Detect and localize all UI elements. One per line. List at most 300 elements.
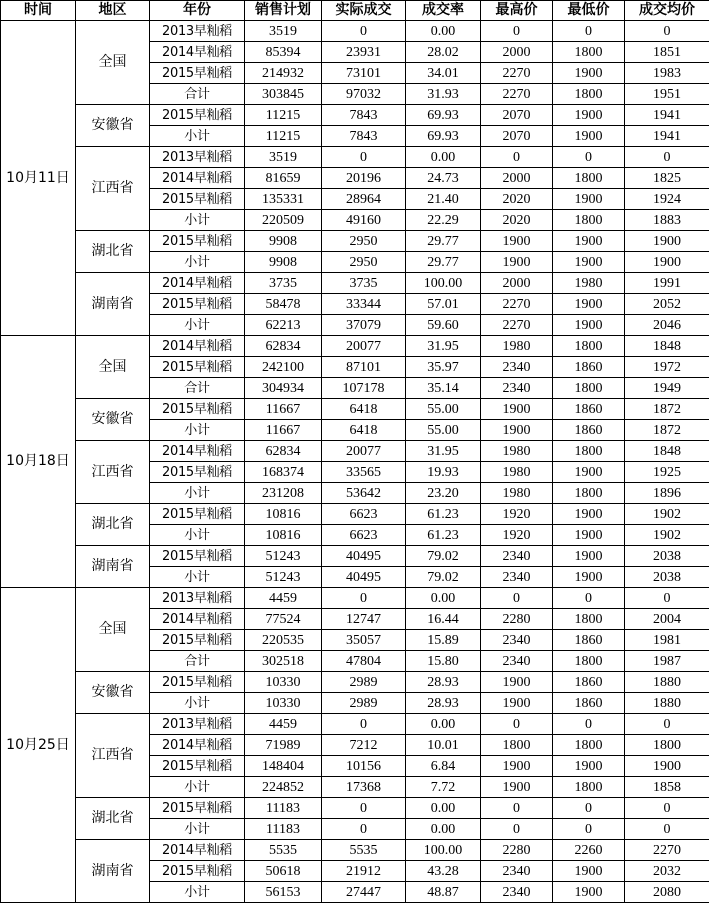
year-cell: 2014早籼稻	[150, 735, 245, 756]
lowest-price-cell: 1900	[553, 105, 625, 126]
deal-rate-cell: 100.00	[406, 840, 481, 861]
highest-price-cell: 1920	[481, 504, 553, 525]
lowest-price-cell: 1800	[553, 441, 625, 462]
lowest-price-cell: 0	[553, 714, 625, 735]
lowest-price-cell: 1800	[553, 651, 625, 672]
highest-price-cell: 2340	[481, 567, 553, 588]
average-price-cell: 2032	[625, 861, 709, 882]
lowest-price-cell: 1900	[553, 882, 625, 903]
deal-rate-cell: 29.77	[406, 252, 481, 273]
highest-price-cell: 0	[481, 819, 553, 840]
lowest-price-cell: 1900	[553, 189, 625, 210]
highest-price-cell: 1980	[481, 441, 553, 462]
lowest-price-cell: 1800	[553, 735, 625, 756]
actual-deal-cell: 27447	[322, 882, 406, 903]
year-cell: 2015早籼稻	[150, 504, 245, 525]
header-actual-deal: 实际成交	[322, 1, 406, 21]
lowest-price-cell: 1900	[553, 504, 625, 525]
year-cell: 2015早籼稻	[150, 672, 245, 693]
sales-plan-cell: 85394	[245, 42, 322, 63]
actual-deal-cell: 5535	[322, 840, 406, 861]
actual-deal-cell: 107178	[322, 378, 406, 399]
sales-plan-cell: 135331	[245, 189, 322, 210]
sales-plan-cell: 10816	[245, 504, 322, 525]
highest-price-cell: 0	[481, 588, 553, 609]
sales-plan-cell: 10816	[245, 525, 322, 546]
deal-rate-cell: 57.01	[406, 294, 481, 315]
date-cell: 10月11日	[1, 21, 76, 336]
average-price-cell: 1848	[625, 336, 709, 357]
actual-deal-cell: 33565	[322, 462, 406, 483]
year-cell: 小计	[150, 777, 245, 798]
average-price-cell: 1991	[625, 273, 709, 294]
year-cell: 小计	[150, 126, 245, 147]
highest-price-cell: 2340	[481, 861, 553, 882]
deal-rate-cell: 59.60	[406, 315, 481, 336]
highest-price-cell: 2270	[481, 63, 553, 84]
average-price-cell: 1880	[625, 693, 709, 714]
table-row	[1, 231, 709, 252]
table-row	[1, 105, 709, 126]
sales-plan-cell: 11667	[245, 399, 322, 420]
average-price-cell: 1858	[625, 777, 709, 798]
actual-deal-cell: 20196	[322, 168, 406, 189]
deal-rate-cell: 61.23	[406, 504, 481, 525]
deal-rate-cell: 28.93	[406, 672, 481, 693]
region-cell: 江西省	[76, 714, 150, 798]
highest-price-cell: 1980	[481, 336, 553, 357]
sales-plan-cell: 56153	[245, 882, 322, 903]
average-price-cell: 2270	[625, 840, 709, 861]
deal-rate-cell: 28.93	[406, 693, 481, 714]
actual-deal-cell: 40495	[322, 546, 406, 567]
actual-deal-cell: 37079	[322, 315, 406, 336]
lowest-price-cell: 2260	[553, 840, 625, 861]
year-cell: 2015早籼稻	[150, 861, 245, 882]
actual-deal-cell: 0	[322, 588, 406, 609]
actual-deal-cell: 7843	[322, 126, 406, 147]
average-price-cell: 1900	[625, 252, 709, 273]
sales-plan-cell: 11215	[245, 126, 322, 147]
average-price-cell: 1902	[625, 525, 709, 546]
year-cell: 合计	[150, 378, 245, 399]
deal-rate-cell: 0.00	[406, 798, 481, 819]
highest-price-cell: 2270	[481, 84, 553, 105]
lowest-price-cell: 0	[553, 798, 625, 819]
deal-rate-cell: 48.87	[406, 882, 481, 903]
highest-price-cell: 1900	[481, 252, 553, 273]
highest-price-cell: 1900	[481, 693, 553, 714]
average-price-cell: 1941	[625, 105, 709, 126]
sales-plan-cell: 3519	[245, 147, 322, 168]
year-cell: 2015早籼稻	[150, 357, 245, 378]
average-price-cell: 0	[625, 588, 709, 609]
table-row	[1, 546, 709, 567]
lowest-price-cell: 1800	[553, 777, 625, 798]
sales-plan-cell: 3519	[245, 21, 322, 42]
average-price-cell: 1900	[625, 231, 709, 252]
lowest-price-cell: 1860	[553, 399, 625, 420]
lowest-price-cell: 0	[553, 819, 625, 840]
lowest-price-cell: 1900	[553, 525, 625, 546]
highest-price-cell: 2270	[481, 315, 553, 336]
average-price-cell: 1987	[625, 651, 709, 672]
sales-plan-cell: 231208	[245, 483, 322, 504]
sales-plan-cell: 10330	[245, 693, 322, 714]
deal-rate-cell: 35.97	[406, 357, 481, 378]
lowest-price-cell: 0	[553, 588, 625, 609]
year-cell: 2015早籼稻	[150, 189, 245, 210]
region-cell: 安徽省	[76, 672, 150, 714]
lowest-price-cell: 1900	[553, 126, 625, 147]
header-sales-plan: 销售计划	[245, 1, 322, 21]
deal-rate-cell: 0.00	[406, 21, 481, 42]
sales-plan-cell: 9908	[245, 231, 322, 252]
header-average-price: 成交均价	[625, 1, 709, 21]
average-price-cell: 1883	[625, 210, 709, 231]
date-cell: 10月25日	[1, 588, 76, 903]
deal-rate-cell: 19.93	[406, 462, 481, 483]
average-price-cell: 1896	[625, 483, 709, 504]
sales-plan-cell: 62213	[245, 315, 322, 336]
actual-deal-cell: 3735	[322, 273, 406, 294]
header-year: 年份	[150, 1, 245, 21]
lowest-price-cell: 1800	[553, 84, 625, 105]
deal-rate-cell: 22.29	[406, 210, 481, 231]
year-cell: 2014早籼稻	[150, 609, 245, 630]
average-price-cell: 0	[625, 819, 709, 840]
deal-rate-cell: 0.00	[406, 819, 481, 840]
average-price-cell: 1800	[625, 735, 709, 756]
average-price-cell: 1872	[625, 420, 709, 441]
year-cell: 2014早籼稻	[150, 840, 245, 861]
deal-rate-cell: 55.00	[406, 399, 481, 420]
deal-rate-cell: 15.89	[406, 630, 481, 651]
sales-plan-cell: 71989	[245, 735, 322, 756]
year-cell: 2013早籼稻	[150, 714, 245, 735]
deal-rate-cell: 24.73	[406, 168, 481, 189]
sales-plan-cell: 62834	[245, 336, 322, 357]
average-price-cell: 1925	[625, 462, 709, 483]
highest-price-cell: 2020	[481, 210, 553, 231]
table-row	[1, 147, 709, 168]
actual-deal-cell: 7212	[322, 735, 406, 756]
lowest-price-cell: 1860	[553, 672, 625, 693]
lowest-price-cell: 1860	[553, 693, 625, 714]
sales-plan-cell: 51243	[245, 567, 322, 588]
highest-price-cell: 1980	[481, 462, 553, 483]
year-cell: 2014早籼稻	[150, 273, 245, 294]
sales-plan-cell: 50618	[245, 861, 322, 882]
actual-deal-cell: 35057	[322, 630, 406, 651]
deal-rate-cell: 69.93	[406, 126, 481, 147]
region-cell: 全国	[76, 336, 150, 399]
sales-plan-cell: 81659	[245, 168, 322, 189]
highest-price-cell: 2280	[481, 609, 553, 630]
highest-price-cell: 0	[481, 147, 553, 168]
year-cell: 2015早籼稻	[150, 294, 245, 315]
year-cell: 合计	[150, 84, 245, 105]
region-cell: 安徽省	[76, 399, 150, 441]
deal-rate-cell: 79.02	[406, 567, 481, 588]
lowest-price-cell: 1900	[553, 294, 625, 315]
highest-price-cell: 0	[481, 798, 553, 819]
deal-rate-cell: 23.20	[406, 483, 481, 504]
header-row	[1, 1, 709, 21]
year-cell: 2015早籼稻	[150, 630, 245, 651]
deal-rate-cell: 34.01	[406, 63, 481, 84]
highest-price-cell: 2270	[481, 294, 553, 315]
average-price-cell: 0	[625, 798, 709, 819]
sales-plan-cell: 220509	[245, 210, 322, 231]
table-row	[1, 399, 709, 420]
actual-deal-cell: 21912	[322, 861, 406, 882]
year-cell: 2014早籼稻	[150, 42, 245, 63]
lowest-price-cell: 1900	[553, 231, 625, 252]
region-cell: 江西省	[76, 441, 150, 504]
highest-price-cell: 2070	[481, 105, 553, 126]
lowest-price-cell: 1860	[553, 630, 625, 651]
actual-deal-cell: 23931	[322, 42, 406, 63]
lowest-price-cell: 1800	[553, 210, 625, 231]
highest-price-cell: 2000	[481, 273, 553, 294]
actual-deal-cell: 2950	[322, 252, 406, 273]
sales-plan-cell: 77524	[245, 609, 322, 630]
actual-deal-cell: 7843	[322, 105, 406, 126]
actual-deal-cell: 33344	[322, 294, 406, 315]
sales-plan-cell: 58478	[245, 294, 322, 315]
region-cell: 湖北省	[76, 798, 150, 840]
highest-price-cell: 2070	[481, 126, 553, 147]
region-cell: 湖南省	[76, 840, 150, 903]
year-cell: 小计	[150, 525, 245, 546]
sales-plan-cell: 4459	[245, 588, 322, 609]
lowest-price-cell: 0	[553, 21, 625, 42]
average-price-cell: 2004	[625, 609, 709, 630]
year-cell: 2014早籼稻	[150, 336, 245, 357]
deal-rate-cell: 31.95	[406, 336, 481, 357]
header-highest-price: 最高价	[481, 1, 553, 21]
sales-plan-cell: 214932	[245, 63, 322, 84]
average-price-cell: 1981	[625, 630, 709, 651]
actual-deal-cell: 2950	[322, 231, 406, 252]
deal-rate-cell: 6.84	[406, 756, 481, 777]
sales-plan-cell: 11667	[245, 420, 322, 441]
highest-price-cell: 1900	[481, 231, 553, 252]
year-cell: 2014早籼稻	[150, 441, 245, 462]
highest-price-cell: 2000	[481, 168, 553, 189]
lowest-price-cell: 1800	[553, 378, 625, 399]
table-row	[1, 840, 709, 861]
sales-plan-cell: 10330	[245, 672, 322, 693]
highest-price-cell: 2340	[481, 357, 553, 378]
year-cell: 小计	[150, 420, 245, 441]
sales-plan-cell: 224852	[245, 777, 322, 798]
actual-deal-cell: 0	[322, 147, 406, 168]
lowest-price-cell: 1900	[553, 252, 625, 273]
average-price-cell: 1951	[625, 84, 709, 105]
highest-price-cell: 2340	[481, 546, 553, 567]
year-cell: 2015早籼稻	[150, 798, 245, 819]
lowest-price-cell: 1980	[553, 273, 625, 294]
header-date: 时间	[1, 1, 76, 21]
deal-rate-cell: 0.00	[406, 147, 481, 168]
average-price-cell: 1872	[625, 399, 709, 420]
highest-price-cell: 1900	[481, 672, 553, 693]
year-cell: 2015早籼稻	[150, 63, 245, 84]
actual-deal-cell: 6623	[322, 525, 406, 546]
lowest-price-cell: 1900	[553, 546, 625, 567]
average-price-cell: 0	[625, 714, 709, 735]
region-cell: 江西省	[76, 147, 150, 231]
lowest-price-cell: 1800	[553, 483, 625, 504]
date-cell: 10月18日	[1, 336, 76, 588]
highest-price-cell: 2340	[481, 882, 553, 903]
average-price-cell: 1902	[625, 504, 709, 525]
highest-price-cell: 1980	[481, 483, 553, 504]
highest-price-cell: 1900	[481, 399, 553, 420]
year-cell: 小计	[150, 210, 245, 231]
deal-rate-cell: 100.00	[406, 273, 481, 294]
sales-plan-cell: 303845	[245, 84, 322, 105]
sales-plan-cell: 51243	[245, 546, 322, 567]
sales-plan-cell: 168374	[245, 462, 322, 483]
table-row	[1, 441, 709, 462]
average-price-cell: 2080	[625, 882, 709, 903]
actual-deal-cell: 2989	[322, 693, 406, 714]
deal-rate-cell: 79.02	[406, 546, 481, 567]
table-row	[1, 714, 709, 735]
table-row	[1, 21, 709, 42]
deal-rate-cell: 35.14	[406, 378, 481, 399]
deal-rate-cell: 55.00	[406, 420, 481, 441]
year-cell: 2015早籼稻	[150, 756, 245, 777]
lowest-price-cell: 1900	[553, 756, 625, 777]
table-row	[1, 798, 709, 819]
lowest-price-cell: 1800	[553, 42, 625, 63]
sales-plan-cell: 62834	[245, 441, 322, 462]
lowest-price-cell: 1800	[553, 168, 625, 189]
sales-plan-cell: 220535	[245, 630, 322, 651]
actual-deal-cell: 2989	[322, 672, 406, 693]
year-cell: 2013早籼稻	[150, 21, 245, 42]
lowest-price-cell: 1900	[553, 462, 625, 483]
highest-price-cell: 1800	[481, 735, 553, 756]
year-cell: 2015早籼稻	[150, 546, 245, 567]
sales-plan-cell: 304934	[245, 378, 322, 399]
table-row	[1, 588, 709, 609]
region-cell: 安徽省	[76, 105, 150, 147]
header-region: 地区	[76, 1, 150, 21]
year-cell: 2015早籼稻	[150, 105, 245, 126]
year-cell: 小计	[150, 819, 245, 840]
year-cell: 小计	[150, 693, 245, 714]
sales-plan-cell: 9908	[245, 252, 322, 273]
average-price-cell: 1949	[625, 378, 709, 399]
actual-deal-cell: 6418	[322, 399, 406, 420]
deal-rate-cell: 69.93	[406, 105, 481, 126]
highest-price-cell: 1900	[481, 756, 553, 777]
highest-price-cell: 2020	[481, 189, 553, 210]
actual-deal-cell: 10156	[322, 756, 406, 777]
highest-price-cell: 2340	[481, 378, 553, 399]
sales-plan-cell: 5535	[245, 840, 322, 861]
actual-deal-cell: 47804	[322, 651, 406, 672]
actual-deal-cell: 97032	[322, 84, 406, 105]
average-price-cell: 2038	[625, 546, 709, 567]
actual-deal-cell: 0	[322, 798, 406, 819]
lowest-price-cell: 1860	[553, 357, 625, 378]
lowest-price-cell: 1800	[553, 336, 625, 357]
actual-deal-cell: 0	[322, 819, 406, 840]
highest-price-cell: 1920	[481, 525, 553, 546]
highest-price-cell: 1900	[481, 777, 553, 798]
deal-rate-cell: 43.28	[406, 861, 481, 882]
deal-rate-cell: 10.01	[406, 735, 481, 756]
highest-price-cell: 2280	[481, 840, 553, 861]
actual-deal-cell: 20077	[322, 441, 406, 462]
average-price-cell: 0	[625, 21, 709, 42]
header-deal-rate: 成交率	[406, 1, 481, 21]
average-price-cell: 1851	[625, 42, 709, 63]
lowest-price-cell: 1800	[553, 609, 625, 630]
average-price-cell: 1848	[625, 441, 709, 462]
average-price-cell: 1941	[625, 126, 709, 147]
deal-rate-cell: 15.80	[406, 651, 481, 672]
actual-deal-cell: 12747	[322, 609, 406, 630]
region-cell: 湖南省	[76, 546, 150, 588]
average-price-cell: 0	[625, 147, 709, 168]
lowest-price-cell: 1900	[553, 567, 625, 588]
actual-deal-cell: 87101	[322, 357, 406, 378]
year-cell: 2014早籼稻	[150, 168, 245, 189]
average-price-cell: 1924	[625, 189, 709, 210]
actual-deal-cell: 28964	[322, 189, 406, 210]
sales-plan-cell: 302518	[245, 651, 322, 672]
table-row	[1, 672, 709, 693]
sales-plan-cell: 4459	[245, 714, 322, 735]
sales-plan-cell: 3735	[245, 273, 322, 294]
year-cell: 小计	[150, 252, 245, 273]
actual-deal-cell: 6623	[322, 504, 406, 525]
table-row	[1, 504, 709, 525]
year-cell: 2015早籼稻	[150, 399, 245, 420]
actual-deal-cell: 49160	[322, 210, 406, 231]
sales-plan-cell: 148404	[245, 756, 322, 777]
actual-deal-cell: 73101	[322, 63, 406, 84]
actual-deal-cell: 53642	[322, 483, 406, 504]
year-cell: 2013早籼稻	[150, 147, 245, 168]
actual-deal-cell: 17368	[322, 777, 406, 798]
sales-plan-cell: 11215	[245, 105, 322, 126]
year-cell: 小计	[150, 483, 245, 504]
actual-deal-cell: 40495	[322, 567, 406, 588]
average-price-cell: 1900	[625, 756, 709, 777]
year-cell: 2015早籼稻	[150, 231, 245, 252]
highest-price-cell: 2340	[481, 630, 553, 651]
deal-rate-cell: 28.02	[406, 42, 481, 63]
table-body	[1, 21, 709, 903]
lowest-price-cell: 1900	[553, 861, 625, 882]
average-price-cell: 1983	[625, 63, 709, 84]
actual-deal-cell: 0	[322, 21, 406, 42]
average-price-cell: 2052	[625, 294, 709, 315]
sales-plan-cell: 242100	[245, 357, 322, 378]
average-price-cell: 1825	[625, 168, 709, 189]
year-cell: 2013早籼稻	[150, 588, 245, 609]
highest-price-cell: 2000	[481, 42, 553, 63]
year-cell: 合计	[150, 651, 245, 672]
